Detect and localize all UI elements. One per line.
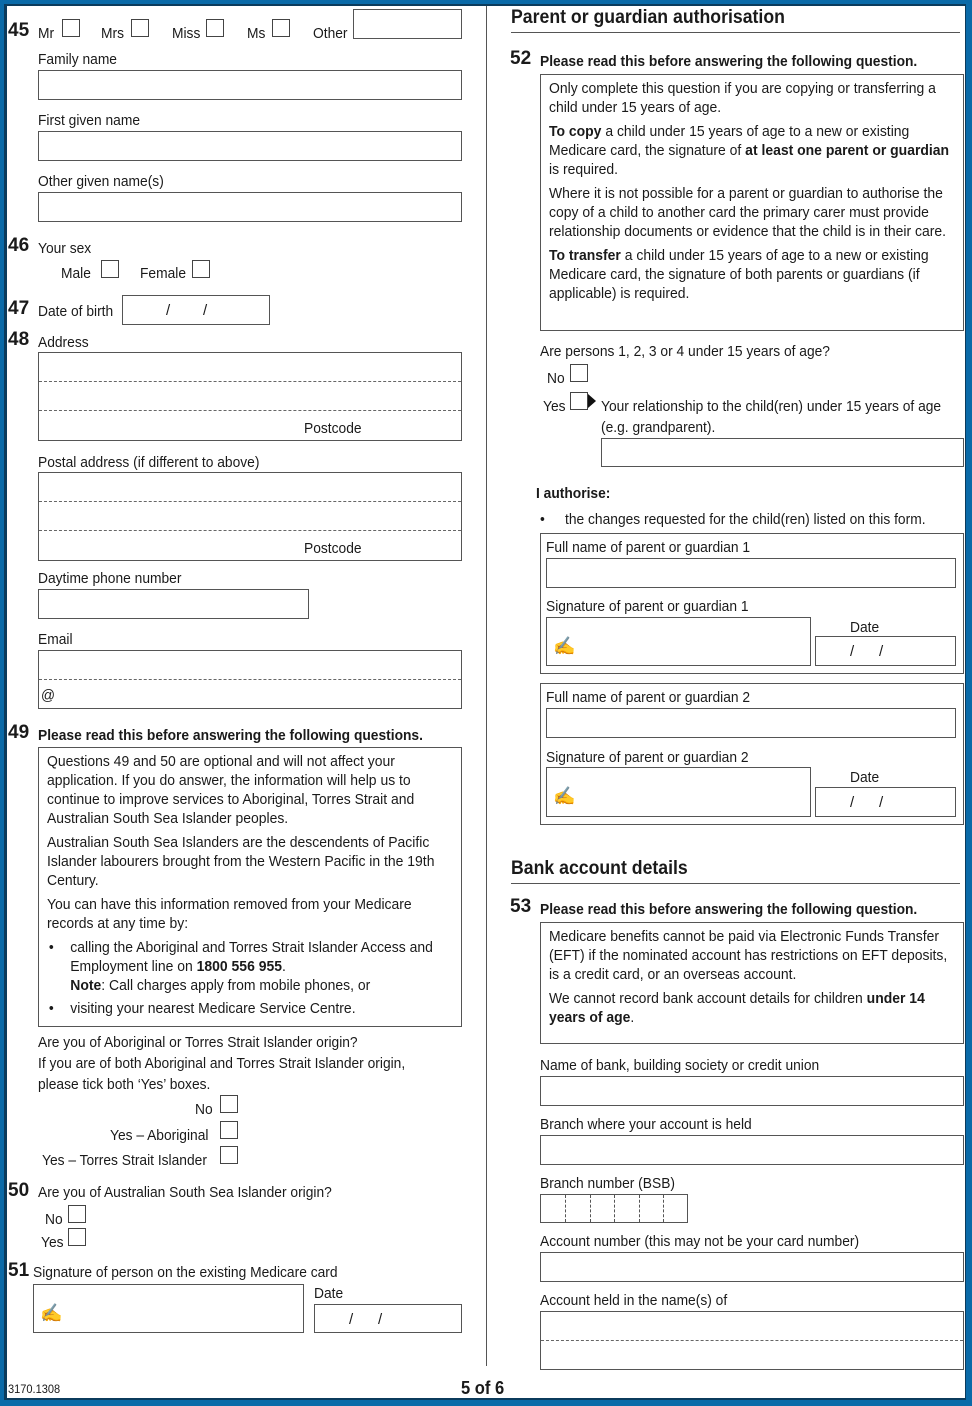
account-name-label: Account held in the name(s) of	[540, 1292, 728, 1309]
south-sea-question: Are you of Australian South Sea Islander origin?	[38, 1184, 332, 1201]
line-divider	[39, 530, 461, 531]
email-label: Email	[38, 631, 73, 648]
origin-no-checkbox[interactable]	[220, 1095, 238, 1113]
section-rule	[511, 32, 960, 33]
origin-instruction-2: please tick both ‘Yes’ boxes.	[38, 1076, 211, 1093]
postal-postcode-label: Postcode	[304, 540, 362, 557]
under-15-no-label: No	[547, 370, 565, 387]
under-15-yes-checkbox[interactable]	[570, 392, 588, 410]
family-name-input[interactable]	[38, 70, 462, 100]
date-separator: /	[166, 302, 171, 319]
page-indicator: 5 of 6	[461, 1378, 505, 1398]
section-title-bank-account: Bank account details	[511, 858, 688, 879]
title-mr-label: Mr	[38, 25, 55, 42]
bsb-input[interactable]	[540, 1194, 688, 1223]
branch-label: Branch where your account is held	[540, 1116, 752, 1133]
q52-para-1: Only complete this question if you are copying or transferring a child under 15 years of age.	[549, 80, 936, 116]
guardian-2-date-input[interactable]	[815, 787, 956, 817]
q52-heading: Please read this before answering the following question.	[540, 53, 918, 70]
dob-label: Date of birth	[38, 303, 114, 320]
dob-input[interactable]	[122, 295, 270, 325]
q49-bullet-2: • visiting your nearest Medicare Service Centre.	[47, 999, 474, 1018]
question-number-50: 50	[8, 1180, 30, 1201]
sex-male-checkbox[interactable]	[101, 260, 119, 278]
q53-para-2: We cannot record bank account details for children under 14 years of age.	[549, 990, 925, 1026]
guardian-1-name-label: Full name of parent or guardian 1	[546, 539, 751, 556]
phone-input[interactable]	[38, 589, 309, 619]
q49-para-3: You can have this information removed from your Medicare records at any time by:	[47, 896, 412, 932]
q49-info-box	[38, 747, 462, 1027]
relationship-input[interactable]	[601, 438, 964, 467]
signature-label: Signature of person on the existing Medicare card	[33, 1264, 338, 1281]
origin-instruction-1: If you are of both Aboriginal and Torres Strait Islander origin,	[38, 1055, 406, 1072]
address-postcode-label: Postcode	[304, 420, 362, 437]
signature-date-input[interactable]	[314, 1304, 462, 1333]
q49-heading: Please read this before answering the following questions.	[38, 727, 423, 744]
question-number-49: 49	[8, 722, 30, 743]
date-separator: /	[879, 643, 884, 660]
bsb-label: Branch number (BSB)	[540, 1175, 675, 1192]
account-number-label: Account number (this may not be your card number)	[540, 1233, 860, 1250]
signature-pen-icon: ✍	[40, 1303, 63, 1323]
sex-female-label: Female	[140, 265, 187, 282]
first-given-name-label: First given name	[38, 112, 141, 129]
postal-address-input[interactable]	[38, 472, 462, 561]
first-given-name-input[interactable]	[38, 131, 462, 161]
under-15-question: Are persons 1, 2, 3 or 4 under 15 years of age?	[540, 343, 830, 360]
title-ms-checkbox[interactable]	[272, 19, 290, 37]
title-mrs-label: Mrs	[101, 25, 124, 42]
date-separator: /	[850, 794, 855, 811]
postal-address-label: Postal address (if different to above)	[38, 454, 260, 471]
under-15-no-checkbox[interactable]	[570, 364, 588, 382]
date-separator: /	[879, 794, 884, 811]
relationship-label-2: (e.g. grandparent).	[601, 419, 716, 436]
date-separator: /	[378, 1311, 383, 1328]
other-given-names-label: Other given name(s)	[38, 173, 164, 190]
bsb-digit-divider	[614, 1195, 615, 1222]
guardian-1-signature-input[interactable]	[546, 617, 811, 666]
date-separator: /	[850, 643, 855, 660]
q52-para-4: To transfer a child under 15 years of age to a new or existing Medicare card, the signature of both parents or guardians (if applicable) is required.	[549, 247, 929, 302]
address-label: Address	[38, 334, 89, 351]
q49-para-1: Questions 49 and 50 are optional and will not affect your application. If you do answer, the information will help us to continue to improve services to Aboriginal, Torres Strait and Australian South Sea Islander peoples.	[47, 753, 415, 827]
signature-input[interactable]	[33, 1284, 304, 1333]
south-sea-yes-checkbox[interactable]	[68, 1228, 86, 1246]
q53-heading: Please read this before answering the following question.	[540, 901, 918, 918]
email-input[interactable]	[38, 650, 462, 709]
form-code: 3170.1308	[8, 1382, 61, 1396]
line-divider	[39, 410, 461, 411]
question-number-48: 48	[8, 329, 30, 350]
guardian-1-block	[540, 533, 964, 674]
line-divider	[541, 1340, 963, 1341]
guardian-2-name-input[interactable]	[546, 708, 956, 738]
guardian-1-signature-label: Signature of parent or guardian 1	[546, 598, 749, 615]
title-mrs-checkbox[interactable]	[131, 19, 149, 37]
q53-para-1: Medicare benefits cannot be paid via Electronic Funds Transfer (EFT) if the nominated account has restrictions on EFT deposits, is a credit card, or an overseas account.	[549, 928, 948, 983]
question-number-51: 51	[8, 1260, 30, 1281]
email-at-symbol: @	[41, 687, 56, 704]
question-number-47: 47	[8, 298, 30, 319]
sex-female-checkbox[interactable]	[192, 260, 210, 278]
question-number-45: 45	[8, 20, 30, 41]
title-ms-label: Ms	[247, 25, 266, 42]
family-name-label: Family name	[38, 51, 117, 68]
question-number-52: 52	[510, 48, 532, 69]
bsb-digit-divider	[590, 1195, 591, 1222]
sex-male-label: Male	[61, 265, 91, 282]
authorise-bullet: •	[540, 511, 545, 528]
section-title-parent-authorisation: Parent or guardian authorisation	[511, 7, 785, 28]
bsb-digit-divider	[663, 1195, 664, 1222]
title-mr-checkbox[interactable]	[62, 19, 80, 37]
bsb-digit-divider	[565, 1195, 566, 1222]
origin-question: Are you of Aboriginal or Torres Strait Islander origin?	[38, 1034, 358, 1051]
account-name-input[interactable]	[540, 1311, 964, 1370]
q49-para-2: Australian South Sea Islanders are the descendents of Pacific Islander labourers brought from the Western Pacific in the 19th Century.	[47, 834, 435, 889]
south-sea-no-checkbox[interactable]	[68, 1205, 86, 1223]
question-number-53: 53	[510, 896, 532, 917]
date-separator: /	[349, 1311, 354, 1328]
guardian-2-signature-input[interactable]	[546, 767, 811, 817]
origin-torres-checkbox[interactable]	[220, 1146, 238, 1164]
south-sea-no-label: No	[45, 1211, 63, 1228]
title-other-input[interactable]	[353, 9, 462, 39]
title-miss-checkbox[interactable]	[206, 19, 224, 37]
authorise-item: the changes requested for the child(ren) listed on this form.	[565, 511, 926, 528]
q52-para-2: To copy a child under 15 years of age to a new or existing Medicare card, the signature of at least one parent or guardian is required.	[549, 123, 950, 178]
relationship-label-1: Your relationship to the child(ren) under 15 years of age	[601, 398, 942, 415]
column-divider	[486, 6, 487, 1366]
phone-label: Daytime phone number	[38, 570, 182, 587]
origin-aboriginal-label: Yes – Aboriginal	[110, 1127, 209, 1144]
q49-bullet-1: • calling the Aboriginal and Torres Strait Islander Access and Employment line on 1800 556 955. Note: Call charges apply from mobile phones, or	[47, 938, 474, 995]
line-divider	[39, 381, 461, 382]
arrow-right-icon	[588, 394, 596, 408]
origin-no-label: No	[195, 1101, 213, 1118]
signature-date-label: Date	[314, 1285, 344, 1302]
guardian-2-signature-label: Signature of parent or guardian 2	[546, 749, 749, 766]
bank-name-input[interactable]	[540, 1076, 964, 1106]
guardian-2-name-label: Full name of parent or guardian 2	[546, 689, 751, 706]
signature-pen-icon: ✍	[553, 636, 576, 656]
title-miss-label: Miss	[172, 25, 201, 42]
account-number-input[interactable]	[540, 1252, 964, 1282]
origin-torres-label: Yes – Torres Strait Islander	[42, 1152, 207, 1169]
line-divider	[39, 679, 461, 680]
title-other-label: Other	[313, 25, 348, 42]
question-number-46: 46	[8, 235, 30, 256]
bsb-digit-divider	[639, 1195, 640, 1222]
under-15-yes-label: Yes	[543, 398, 566, 415]
branch-input[interactable]	[540, 1135, 964, 1165]
bank-name-label: Name of bank, building society or credit union	[540, 1057, 820, 1074]
phone-number: 1800 556 955	[196, 958, 282, 975]
guardian-1-name-input[interactable]	[546, 558, 956, 588]
q52-info-box	[540, 74, 964, 331]
address-input[interactable]	[38, 352, 462, 441]
date-separator: /	[203, 302, 208, 319]
guardian-2-block	[540, 683, 964, 825]
other-given-names-input[interactable]	[38, 192, 462, 222]
guardian-2-date-label: Date	[850, 769, 880, 786]
south-sea-yes-label: Yes	[41, 1234, 64, 1251]
form-page	[7, 6, 965, 1398]
signature-pen-icon: ✍	[553, 786, 576, 806]
q53-info-box	[540, 922, 964, 1044]
guardian-1-date-label: Date	[850, 619, 880, 636]
section-rule	[511, 883, 960, 884]
q52-para-3: Where it is not possible for a parent or guardian to authorise the copy of a child to another card the primary carer must provide relationship documents or evidence that the child is in their care.	[549, 185, 947, 240]
authorise-heading: I authorise:	[536, 485, 611, 502]
sex-label: Your sex	[38, 240, 92, 257]
origin-aboriginal-checkbox[interactable]	[220, 1121, 238, 1139]
line-divider	[39, 501, 461, 502]
guardian-1-date-input[interactable]	[815, 636, 956, 666]
